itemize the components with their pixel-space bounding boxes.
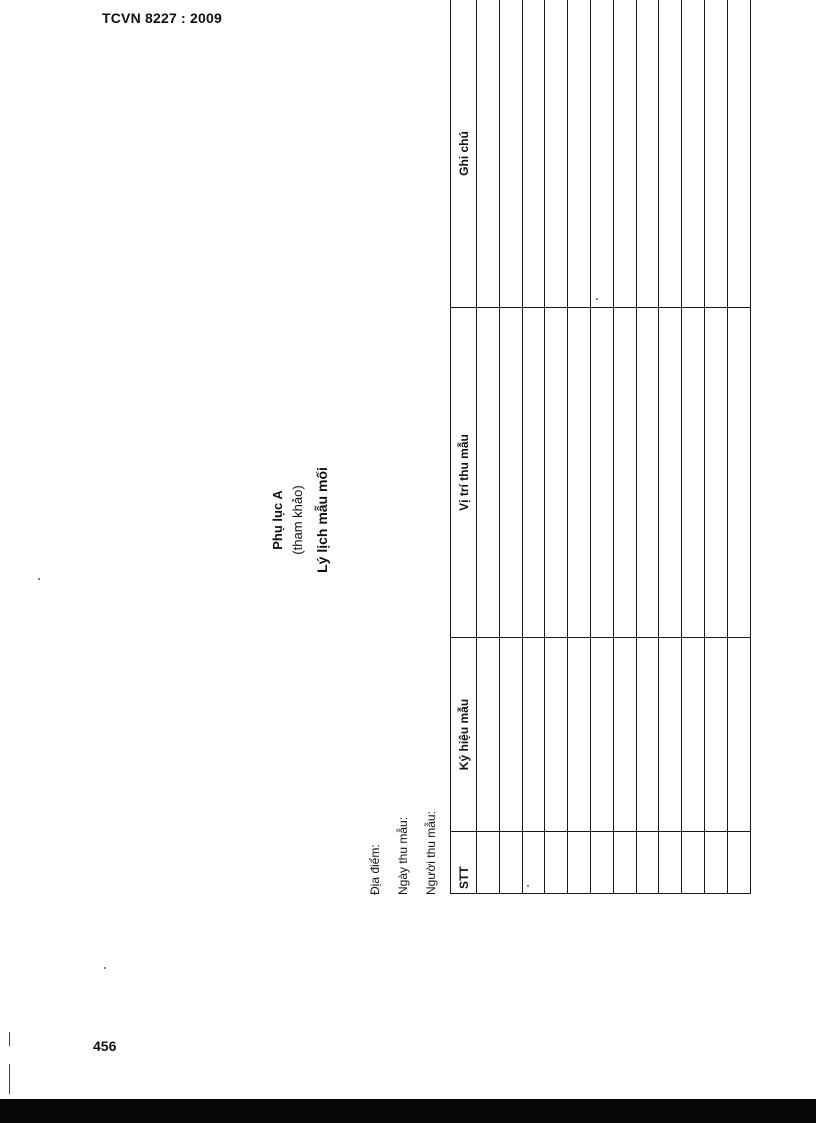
table-cell [477,638,500,832]
table-cell [682,832,705,894]
table-cell [568,0,591,308]
table-row [590,0,613,894]
table-cell [659,638,682,832]
table-cell [545,832,568,894]
table-cell [727,308,750,638]
header-sampling-location: Vị trí thu mẫu [451,308,477,638]
sampling-date-field-label: Ngày thu mẫu: [396,816,410,895]
table-cell [499,832,522,894]
table-cell [568,638,591,832]
table-cell [613,308,636,638]
table-cell [704,308,727,638]
table-cell [568,308,591,638]
table-cell [477,832,500,894]
table-cell [727,832,750,894]
table-cell [682,638,705,832]
table-cell [727,0,750,308]
header-notes: Ghi chú [451,0,477,308]
table-cell [636,308,659,638]
table-cell [727,638,750,832]
scan-speck [104,967,106,969]
table-cell [522,308,545,638]
table-cell [590,638,613,832]
table-cell [545,308,568,638]
scan-bottom-band [0,1099,816,1123]
table-cell [704,0,727,308]
margin-mark [9,1032,10,1046]
collector-field-label: Người thu mẫu: [424,811,438,895]
table-cell [682,0,705,308]
table-cell [545,0,568,308]
rotated-appendix-block [270,70,670,970]
table-cell [499,638,522,832]
appendix-subtitle: (tham khảo) [290,485,305,555]
scan-speck [596,298,598,300]
table-row [659,0,682,894]
table-row [704,0,727,894]
table-cell [636,638,659,832]
table-row [545,0,568,894]
scan-speck [38,578,40,580]
table-cell [545,638,568,832]
header-sample-code: Ký hiệu mẫu [451,638,477,832]
table-cell [522,832,545,894]
table-cell [590,832,613,894]
table-cell [704,832,727,894]
table-cell [477,0,500,308]
table-cell [613,0,636,308]
table-cell [613,638,636,832]
table-cell [568,832,591,894]
page-number: 456 [93,1038,117,1054]
table-cell [659,0,682,308]
margin-mark [9,1064,10,1094]
table-row [727,0,750,894]
table-cell [499,0,522,308]
table-cell [636,0,659,308]
location-field-label: Địa điểm: [368,844,382,895]
table-cell [704,638,727,832]
table-cell [613,832,636,894]
table-cell [522,638,545,832]
table-cell [590,308,613,638]
table-cell [499,308,522,638]
table-cell [659,308,682,638]
table-row [682,0,705,894]
table-cell [682,308,705,638]
table-cell [522,0,545,308]
table-row [522,0,545,894]
table-row [636,0,659,894]
sample-record-table [450,0,751,894]
appendix-title: Phụ lục A [270,490,285,550]
table-row [613,0,636,894]
header-stt: STT [451,832,477,894]
table-header-row [451,0,477,894]
table-cell [477,308,500,638]
table-cell [659,832,682,894]
table-row [568,0,591,894]
appendix-name: Lý lịch mẫu mối [314,467,330,573]
table-row [477,0,500,894]
table-cell [590,0,613,308]
table-row [499,0,522,894]
scan-speck [527,885,529,887]
table-cell [636,832,659,894]
table-body [477,0,751,894]
standard-code-header: TCVN 8227 : 2009 [102,10,222,26]
